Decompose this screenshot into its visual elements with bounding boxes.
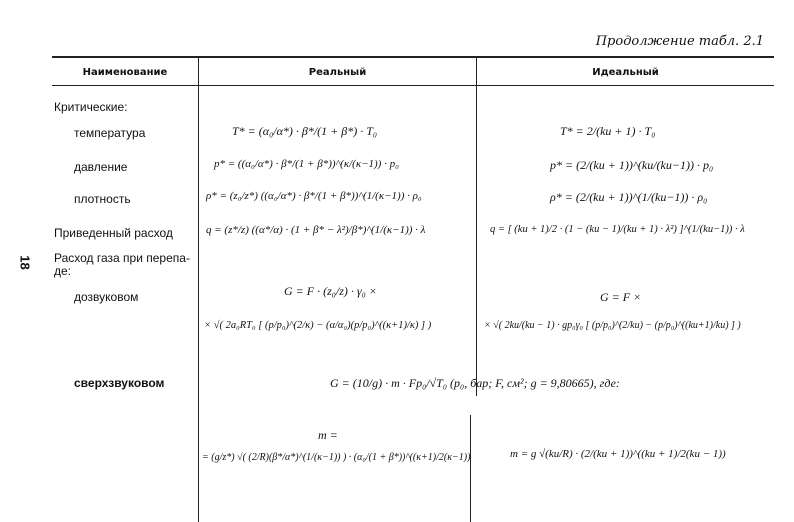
- table-continuation-caption: Продолжение табл. 2.1: [595, 34, 764, 49]
- label-reduced-flow: Приведенный расход: [54, 226, 173, 240]
- formula-ideal-subsonic-2: × √( 2kи/(kи − 1) · gp₀γ₀ [ (p/p₀)^(2/kи) − (p/p₀)^((kи+1)/kи) ] ): [484, 320, 741, 331]
- column-divider-1: [198, 56, 199, 522]
- label-supersonic: сверхзвуковом: [74, 376, 165, 390]
- formula-ideal-temperature: T* = 2/(kи + 1) · T₀: [560, 124, 656, 138]
- formula-ideal-pressure: p* = (2/(kи + 1))^(kи/(kи−1)) · p₀: [550, 158, 714, 172]
- column-divider-2: [476, 56, 477, 396]
- formula-real-subsonic-2: × √( 2a₀RT₀ [ (p/p₀)^(2/κ) − (α/α₀)(p/p₀)^((κ+1)/κ) ] ): [204, 320, 432, 331]
- table-top-rule: [52, 56, 774, 58]
- label-subsonic: дозвуковом: [74, 290, 139, 304]
- formula-real-m-label: m =: [318, 428, 338, 442]
- header-name: Наименование: [82, 67, 168, 78]
- formula-supersonic: G = (10/g) · m · Fp₀/√T₀ (p₀, бар; F, см²; g = 9,80665), где:: [330, 376, 620, 390]
- formula-real-density: ρ* = (z₀/z*) ((α₀/α*) · β*/(1 + β*))^(1/(κ−1)) · ρ₀: [206, 190, 422, 202]
- formula-ideal-reduced-flow: q = [ (kи + 1)/2 · (1 − (kи − 1)/(kи + 1) · λ²) ]^(1/(kи−1)) · λ: [490, 224, 745, 235]
- header-real: Реальный: [308, 67, 367, 78]
- label-gas-flow: Расход газа при перепа-: [54, 251, 190, 265]
- label-density: плотность: [74, 192, 131, 206]
- page-number: 18: [17, 255, 33, 270]
- formula-real-pressure: p* = ((α₀/α*) · β*/(1 + β*))^(κ/(κ−1)) · p₀: [214, 158, 399, 170]
- formula-ideal-subsonic-1: G = F ×: [600, 290, 642, 304]
- header-ideal: Идеальный: [592, 67, 659, 78]
- header-bottom-rule: [52, 85, 774, 86]
- label-gas-flow-2: де:: [54, 264, 72, 278]
- column-divider-2-lower: [470, 415, 471, 522]
- formula-real-temperature: T* = (α₀/α*) · β*/(1 + β*) · T₀: [232, 124, 378, 138]
- label-pressure: давление: [74, 160, 128, 174]
- formula-real-m: = (g/z*) √( (2/R)(β*/α*)^(1/(κ−1)) ) · (α₀/(1 + β*))^((κ+1)/2(κ−1)): [202, 452, 471, 463]
- formula-real-subsonic-1: G = F · (z₀/z) · γ₀ ×: [284, 284, 377, 298]
- formula-ideal-m: m = g √(kи/R) · (2/(kи + 1))^((kи + 1)/2(kи − 1)): [510, 448, 726, 460]
- formula-real-reduced-flow: q = (z*/z) ((α*/α) · (1 + β* − λ²)/β*)^(1/(κ−1)) · λ: [206, 224, 426, 236]
- label-temperature: температура: [74, 126, 146, 140]
- label-critical: Критические:: [54, 100, 128, 114]
- formula-ideal-density: ρ* = (2/(kи + 1))^(1/(kи−1)) · ρ₀: [550, 190, 708, 204]
